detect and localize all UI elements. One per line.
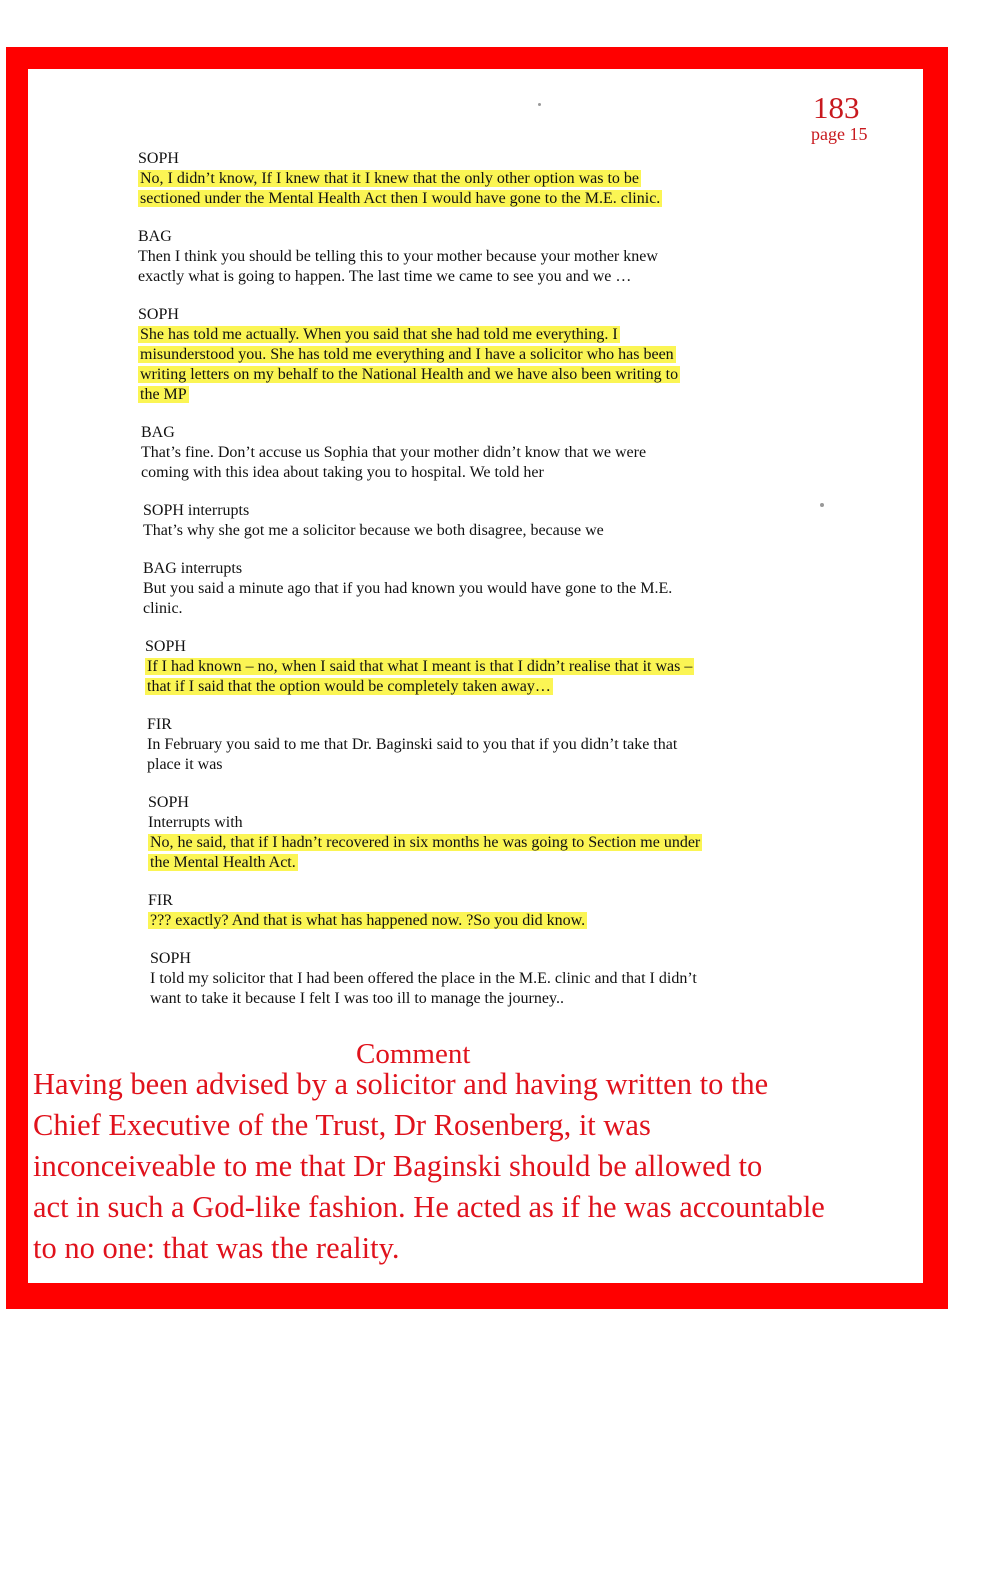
dialogue-text [143, 579, 778, 619]
speaker-label: SOPH [138, 150, 179, 167]
dialogue-text [138, 325, 778, 405]
comment-line: Chief Executive of the Trust, Dr Rosenberg, it was [33, 1108, 651, 1142]
dialogue-line [138, 189, 778, 209]
highlighted-text: that if I said that the option would be completely taken away… [147, 678, 551, 695]
transcript-entry [138, 227, 778, 287]
page-number: 183 [813, 90, 860, 125]
comment-line: inconceiveable to me that Dr Baginski should be allowed to [33, 1149, 763, 1183]
dialogue-text [143, 521, 778, 541]
transcript-entry [143, 501, 778, 541]
dialogue-line [148, 911, 778, 931]
speaker-label: SOPH [138, 306, 179, 323]
highlighted-text: No, he said, that if I hadn’t recovered in six months he was going to Section me under [150, 834, 701, 851]
speaker-label: BAG [138, 228, 172, 245]
speaker-label: SOPH [150, 950, 191, 967]
dialogue-text [148, 813, 778, 833]
dialogue-line: I told my solicitor that I had been offered the place in the M.E. clinic and that I didn’t [150, 970, 697, 987]
transcript-entry [148, 793, 778, 833]
speaker-label: SOPH [145, 638, 186, 655]
transcript-entry [138, 305, 778, 405]
dialogue-line [138, 365, 778, 385]
dialogue-text [148, 833, 778, 873]
highlighted-text: ??? exactly? And that is what has happened now. ?So you did know. [150, 912, 586, 929]
dialogue-text [145, 657, 778, 697]
highlighted-text: She has told me actually. When you said that she had told me everything. I [140, 326, 618, 343]
speaker-label: BAG interrupts [143, 560, 243, 577]
transcript [138, 149, 778, 1027]
comment-heading: Comment [356, 1038, 471, 1070]
highlighted-text: sectioned under the Mental Health Act then I would have gone to the M.E. clinic. [140, 190, 661, 207]
dialogue-line [148, 833, 778, 853]
comment-body [33, 1064, 923, 1269]
highlighted-text: No, I didn’t know, If I knew that it I knew that the only other option was to be [140, 170, 640, 187]
comment-line: act in such a God-like fashion. He acted as if he was accountable [33, 1190, 825, 1224]
dialogue-line [138, 325, 778, 345]
red-frame [6, 47, 948, 1309]
dialogue-text [148, 911, 778, 931]
dialogue-line: want to take it because I felt I was too ill to manage the journey.. [150, 990, 564, 1007]
highlighted-text: If I had known – no, when I said that what I meant is that I didn’t realise that it was – [147, 658, 693, 675]
dialogue-line [145, 657, 778, 677]
dialogue-line [148, 853, 778, 873]
transcript-entry [145, 637, 778, 697]
speaker-label: FIR [148, 892, 173, 909]
scan-speck [538, 103, 541, 106]
highlighted-text: the Mental Health Act. [150, 854, 296, 871]
dialogue-text [138, 169, 778, 209]
dialogue-text [147, 735, 778, 775]
transcript-entry [148, 833, 778, 873]
dialogue-line [145, 677, 778, 697]
transcript-entry [150, 949, 778, 1009]
highlighted-text: writing letters on my behalf to the National Health and we have also been writing to [140, 366, 679, 383]
highlighted-text: misunderstood you. She has told me everything and I have a solicitor who has been [140, 346, 674, 363]
scan-speck [820, 503, 824, 507]
highlighted-text: the MP [140, 386, 187, 403]
dialogue-text [138, 247, 778, 287]
dialogue-line: exactly what is going to happen. The last time we came to see you and we … [138, 268, 632, 285]
speaker-label: BAG [141, 424, 175, 441]
dialogue-line: That’s why she got me a solicitor because we both disagree, because we [143, 522, 604, 539]
dialogue-text [150, 969, 778, 1009]
dialogue-line: place it was [147, 756, 223, 773]
dialogue-line: That’s fine. Don’t accuse us Sophia that your mother didn’t know that we were [141, 444, 647, 461]
document-page [28, 69, 923, 1283]
dialogue-line: Interrupts with [148, 814, 243, 831]
dialogue-line [138, 385, 778, 405]
dialogue-line: Then I think you should be telling this to your mother because your mother knew [138, 248, 658, 265]
transcript-entry [148, 891, 778, 931]
speaker-label: FIR [147, 716, 172, 733]
dialogue-line [138, 345, 778, 365]
speaker-label: SOPH [148, 794, 189, 811]
dialogue-line: coming with this idea about taking you to hospital. We told her [141, 464, 544, 481]
dialogue-line: In February you said to me that Dr. Baginski said to you that if you didn’t take that [147, 736, 678, 753]
transcript-entry [138, 149, 778, 209]
transcript-entry [143, 559, 778, 619]
page-label: page 15 [811, 124, 868, 144]
dialogue-line: clinic. [143, 600, 183, 617]
comment-line: to no one: that was the reality. [33, 1231, 400, 1265]
dialogue-text [141, 443, 778, 483]
speaker-label: SOPH interrupts [143, 502, 250, 519]
transcript-entry [141, 423, 778, 483]
comment-line: Having been advised by a solicitor and having written to the [33, 1067, 769, 1101]
transcript-entry [147, 715, 778, 775]
dialogue-line [138, 169, 778, 189]
dialogue-line: But you said a minute ago that if you had known you would have gone to the M.E. [143, 580, 673, 597]
